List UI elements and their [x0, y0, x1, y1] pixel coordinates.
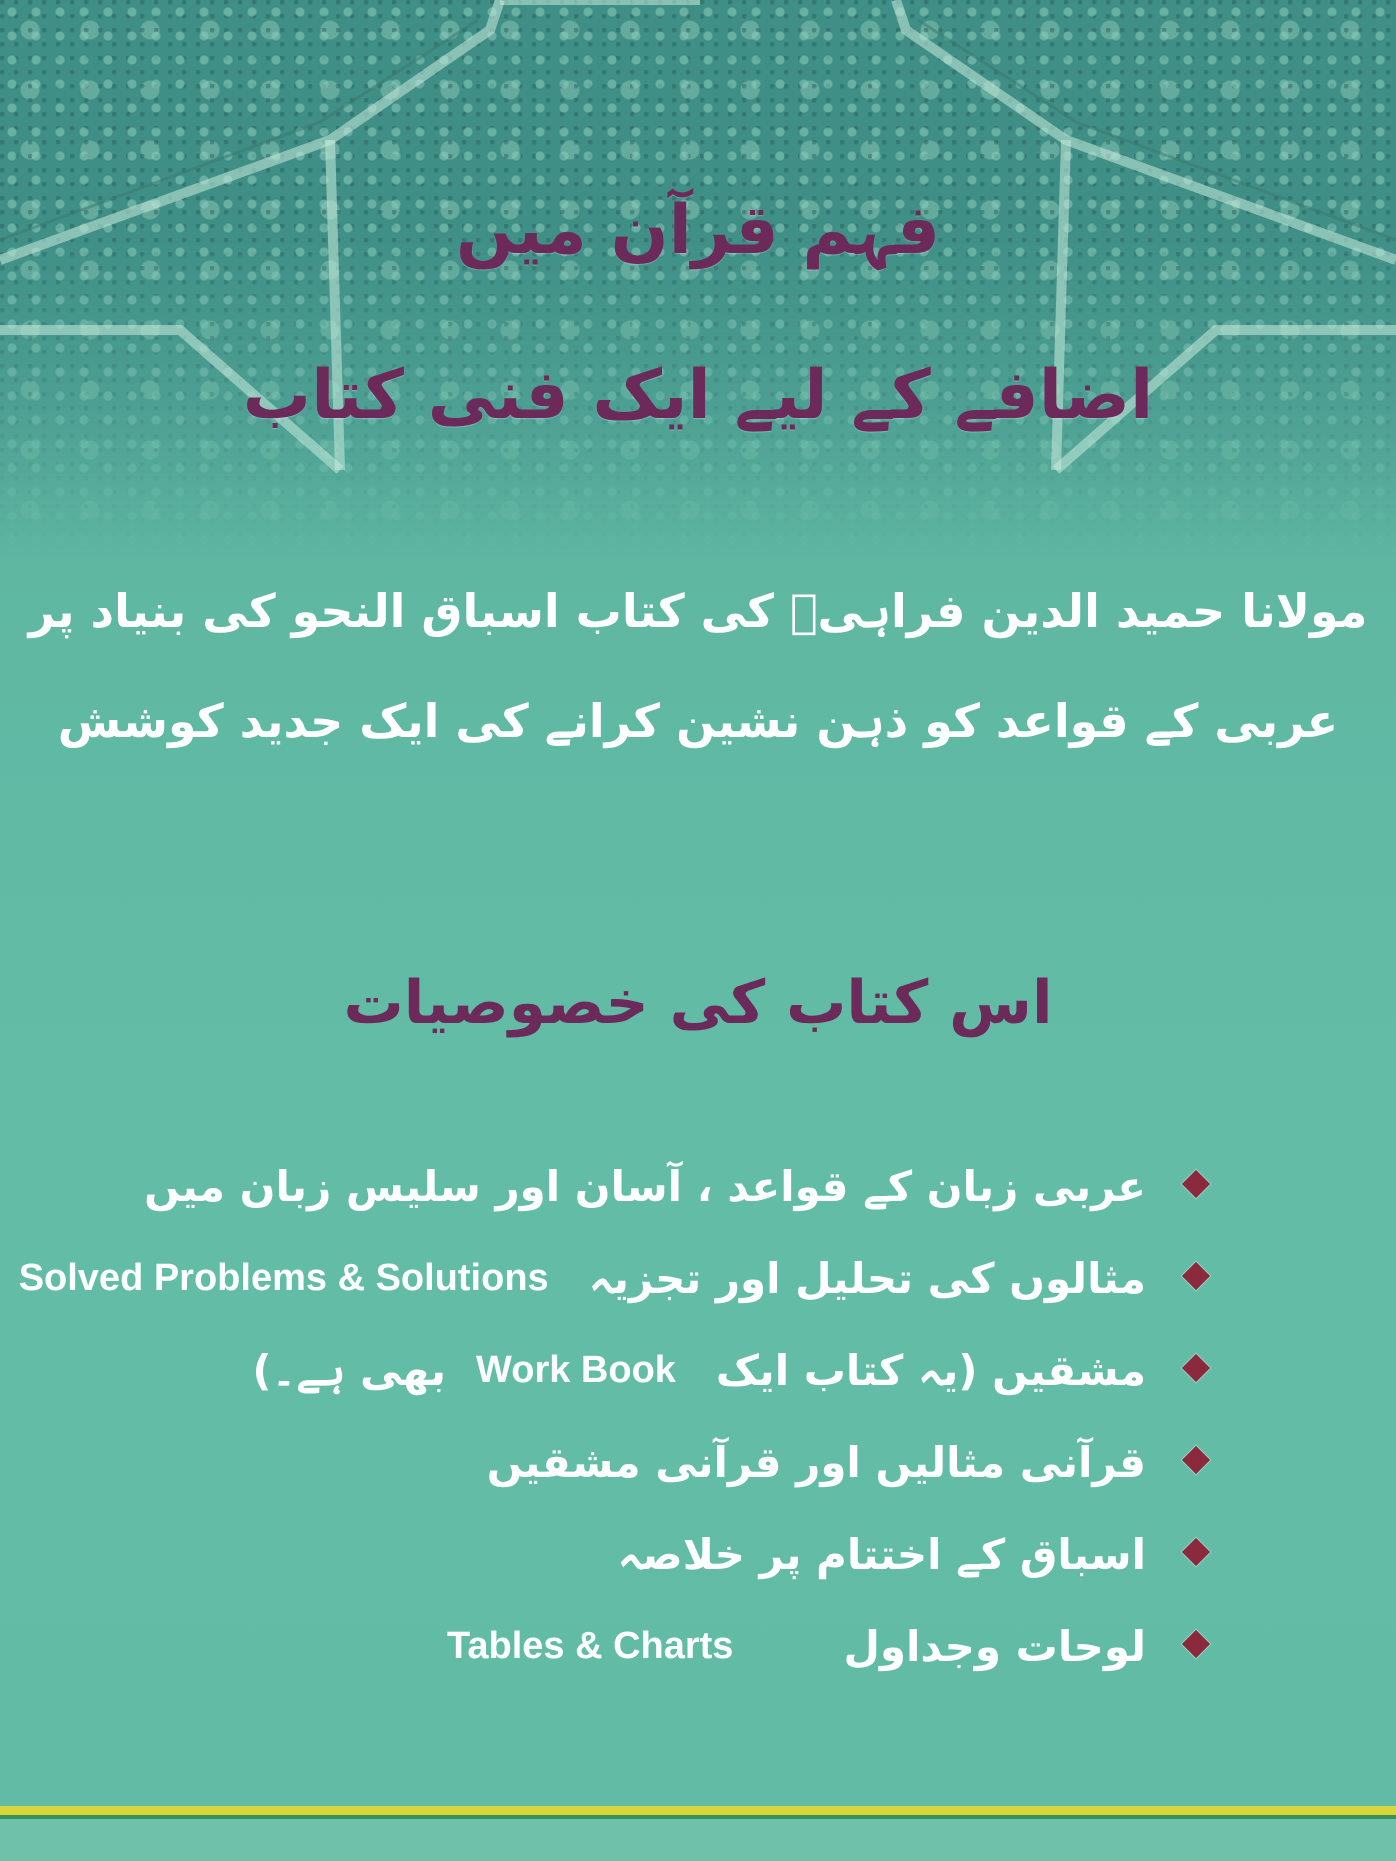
feature-item — [146, 1140, 1146, 1232]
subtitle-line-2: عربی کے قواعد کو ذہن نشین کرانے کی ایک جدید کوشش — [57, 694, 1339, 748]
feature-item — [146, 1508, 1146, 1600]
diamond-bullet-icon — [1182, 1538, 1210, 1566]
feature-item — [146, 1324, 1146, 1416]
diamond-bullet-icon — [1182, 1262, 1210, 1290]
feature-english-text: Solved Problems & Solutions — [18, 1256, 549, 1299]
diamond-bullet-icon — [1182, 1446, 1210, 1474]
feature-item — [146, 1600, 1146, 1692]
title-line-1: فہم قرآن میں — [455, 191, 941, 270]
feature-tail-text: بھی ہے۔) — [252, 1345, 447, 1395]
feature-item — [18, 1232, 1146, 1324]
feature-urdu-text: مثالوں کی تحلیل اور تجزیہ — [588, 1253, 1146, 1303]
bottom-stripe-yellow — [0, 1806, 1396, 1815]
feature-english-text: Work Book — [476, 1348, 676, 1391]
subtitle-line-1: مولانا حمید الدین فراہیؒ کی کتاب اسباق النحو کی بنیاد پر — [28, 584, 1368, 638]
feature-urdu-text: مشقیں (یہ کتاب ایک — [715, 1345, 1146, 1395]
diamond-bullet-icon — [1182, 1170, 1210, 1198]
feature-urdu-text: قرآنی مثالیں اور قرآنی مشقیں — [486, 1437, 1146, 1487]
diamond-bullet-icon — [1182, 1354, 1210, 1382]
feature-item — [146, 1416, 1146, 1508]
dome-arch-lines — [0, 0, 1396, 560]
feature-english-text: Tables & Charts — [446, 1624, 734, 1667]
title-line-2: اضافے کے لیے ایک فنی کتاب — [242, 356, 1154, 435]
features-heading: اس کتاب کی خصوصیات — [343, 968, 1053, 1038]
feature-urdu-text: عربی زبان کے قواعد ، آسان اور سلیس زبان میں — [144, 1161, 1146, 1211]
diamond-bullet-icon — [1182, 1630, 1210, 1658]
feature-urdu-text: لوحات وجداول — [843, 1621, 1146, 1671]
feature-urdu-text: اسباق کے اختتام پر خلاصہ — [617, 1529, 1146, 1579]
bottom-stripe-green — [0, 1815, 1396, 1819]
features-list — [18, 1140, 1146, 1692]
